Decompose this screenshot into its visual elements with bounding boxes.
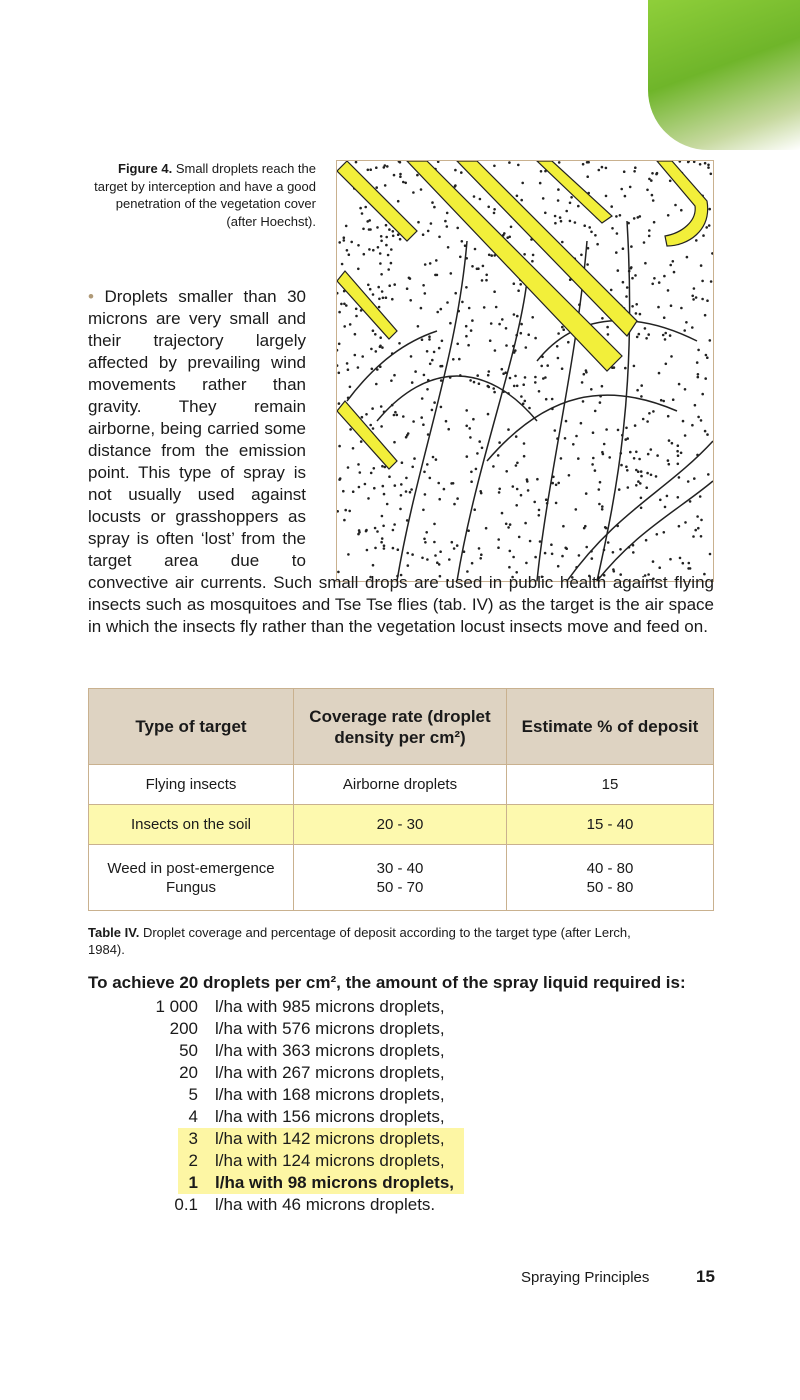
volumes-list xyxy=(140,996,464,1216)
list-item-highlighted xyxy=(178,1172,464,1194)
cell-target xyxy=(89,845,294,911)
description: l/ha with 98 microns droplets, xyxy=(215,1173,454,1192)
list-item xyxy=(140,1106,464,1128)
description: l/ha with 985 microns droplets, xyxy=(215,997,445,1016)
description: l/ha with 363 microns droplets, xyxy=(215,1041,445,1060)
volume: 1 xyxy=(188,1173,198,1192)
grasshopper-photo xyxy=(648,0,800,150)
list-item xyxy=(140,1084,464,1106)
list-item xyxy=(140,1194,464,1216)
volume: 1 000 xyxy=(155,997,198,1016)
cell-coverage: 20 - 30 xyxy=(294,805,507,845)
table-header-row xyxy=(89,689,714,765)
description: l/ha with 124 microns droplets, xyxy=(215,1151,445,1170)
description: l/ha with 142 microns droplets, xyxy=(215,1129,445,1148)
cell-line: Weed in post-emergence xyxy=(107,859,275,877)
list-item xyxy=(140,996,464,1018)
table-label: Table IV. xyxy=(88,925,140,940)
volume: 20 xyxy=(179,1063,198,1082)
coverage-table xyxy=(88,688,714,911)
table-caption-text: Droplet coverage and percentage of deposit according to the target type (after Lerch, 1984). xyxy=(88,925,631,957)
volume: 5 xyxy=(188,1085,198,1104)
volume: 200 xyxy=(169,1019,198,1038)
figure-caption-text: Small droplets reach the target by interception and have a good penetration of the vegetation cover (after Hoechst). xyxy=(94,161,316,229)
figure-caption xyxy=(88,160,316,230)
volumes-heading: To achieve 20 droplets per cm², the amount of the spray liquid required is: xyxy=(88,973,686,992)
list-item-highlighted xyxy=(178,1150,464,1172)
cell-target: Insects on the soil xyxy=(89,805,294,845)
cell-target: Flying insects xyxy=(89,765,294,805)
header-coverage: Coverage rate (droplet density per cm²) xyxy=(294,689,507,765)
header-deposit: Estimate % of deposit xyxy=(507,689,714,765)
header-type: Type of target xyxy=(89,689,294,765)
cell-deposit: 15 xyxy=(507,765,714,805)
description: l/ha with 46 microns droplets. xyxy=(215,1195,436,1214)
footer-section: Spraying Principles xyxy=(521,1269,650,1286)
table-caption xyxy=(88,924,668,958)
description: l/ha with 267 microns droplets, xyxy=(215,1063,445,1082)
volume: 0.1 xyxy=(174,1195,198,1214)
cell-coverage xyxy=(294,845,507,911)
cell-deposit xyxy=(507,845,714,911)
body-paragraph xyxy=(88,286,714,638)
list-item-highlighted xyxy=(178,1128,464,1150)
table-row-highlighted xyxy=(89,805,714,845)
table-row xyxy=(89,845,714,911)
list-item xyxy=(140,1040,464,1062)
cell-coverage: Airborne droplets xyxy=(294,765,507,805)
cell-line: 40 - 80 xyxy=(586,859,634,877)
bullet-icon: • xyxy=(88,287,94,306)
table-row xyxy=(89,765,714,805)
cell-line: 50 - 70 xyxy=(376,878,424,896)
description: l/ha with 168 microns droplets, xyxy=(215,1085,445,1104)
cell-line: Fungus xyxy=(165,878,217,896)
list-item xyxy=(140,1018,464,1040)
paragraph-text: Droplets smaller than 30 microns are very small and their trajectory largely affected by prevailing wind movements rather than gravity. They remain airborne, being carried some distance from the emission point. This type of spray is not usually used against locusts or grasshoppers as spray is often ‘lost’ from the target area due to convective air currents. Such small drops are used in public health against flying insects such as mosquitoes and Tse Tse flies (tab. IV) as the target is the air space in which the insects fly rather than the vegetation locust insects move and feed on. xyxy=(88,287,714,636)
cell-line: 30 - 40 xyxy=(376,859,424,877)
volume: 50 xyxy=(179,1041,198,1060)
description: l/ha with 576 microns droplets, xyxy=(215,1019,445,1038)
volume: 4 xyxy=(188,1107,198,1126)
cell-line: 50 - 80 xyxy=(586,878,634,896)
page-number: 15 xyxy=(696,1267,715,1286)
description: l/ha with 156 microns droplets, xyxy=(215,1107,445,1126)
volume: 2 xyxy=(188,1151,198,1170)
figure-label: Figure 4. xyxy=(118,161,173,176)
volume: 3 xyxy=(188,1129,198,1148)
list-item xyxy=(140,1062,464,1084)
cell-deposit: 15 - 40 xyxy=(507,805,714,845)
